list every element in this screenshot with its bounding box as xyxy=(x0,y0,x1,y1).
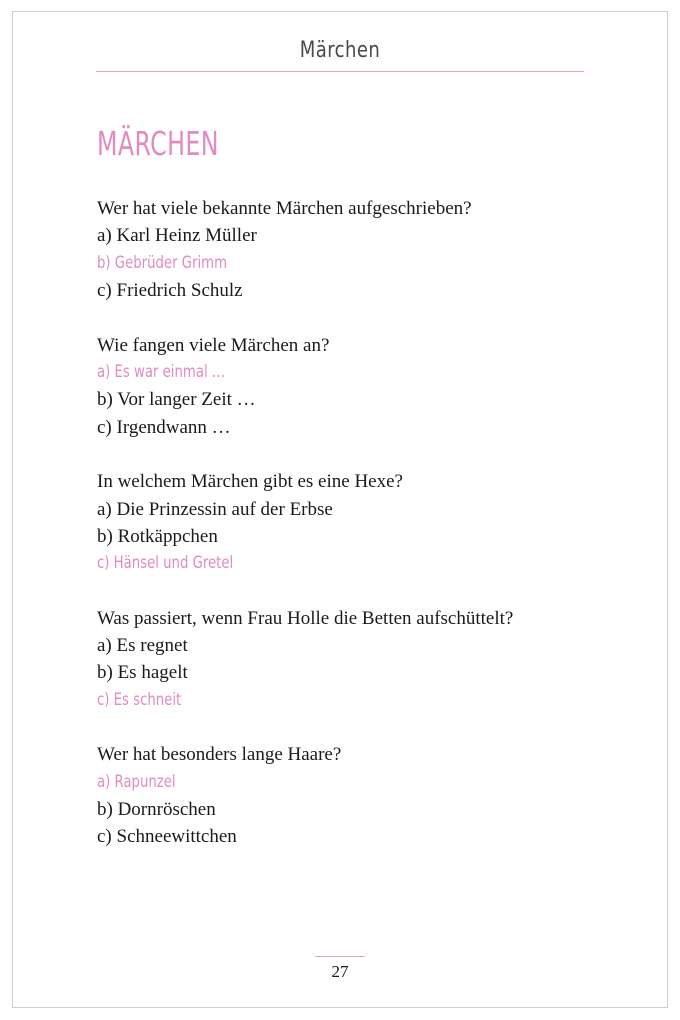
running-header: Märchen xyxy=(299,38,381,63)
answer-option-correct: c) Hänsel und Gretel xyxy=(97,553,234,574)
page-number: 27 xyxy=(331,962,349,981)
quiz-question-4 xyxy=(97,605,597,715)
answer-option-correct: a) Rapunzel xyxy=(97,771,176,792)
footer-divider xyxy=(315,956,365,957)
answer-option: c) Schneewittchen xyxy=(97,826,237,848)
answer-option: b) Vor langer Zeit … xyxy=(97,389,256,411)
quiz-question-3 xyxy=(97,468,597,578)
answer-option: a) Die Prinzessin auf der Erbse xyxy=(97,498,333,520)
answer-option: b) Rotkäppchen xyxy=(97,525,218,547)
answer-option: c) Irgendwann … xyxy=(97,416,231,438)
answer-option: b) Dornröschen xyxy=(97,799,216,821)
quiz-question-2 xyxy=(97,332,597,442)
question-text: Wer hat besonders lange Haare? xyxy=(97,744,342,766)
answer-option-correct: a) Es war einmal … xyxy=(97,361,226,382)
question-text: In welchem Märchen gibt es eine Hexe? xyxy=(97,471,403,493)
header-divider xyxy=(96,71,584,72)
answer-option: a) Karl Heinz Müller xyxy=(97,225,257,247)
answer-option: b) Es hagelt xyxy=(97,662,188,684)
question-text: Wie fangen viele Märchen an? xyxy=(97,334,330,356)
page-title: MÄRCHEN xyxy=(97,124,219,163)
answer-option: a) Es regnet xyxy=(97,635,188,657)
answer-option: c) Friedrich Schulz xyxy=(97,280,243,302)
quiz-question-1 xyxy=(97,195,597,305)
question-text: Was passiert, wenn Frau Holle die Betten aufschüttelt? xyxy=(97,607,514,629)
quiz-list xyxy=(97,195,597,878)
answer-option-correct: b) Gebrüder Grimm xyxy=(97,252,228,273)
quiz-question-5 xyxy=(97,741,597,851)
answer-option-correct: c) Es schneit xyxy=(97,689,182,710)
question-text: Wer hat viele bekannte Märchen aufgeschrieben? xyxy=(97,198,472,219)
